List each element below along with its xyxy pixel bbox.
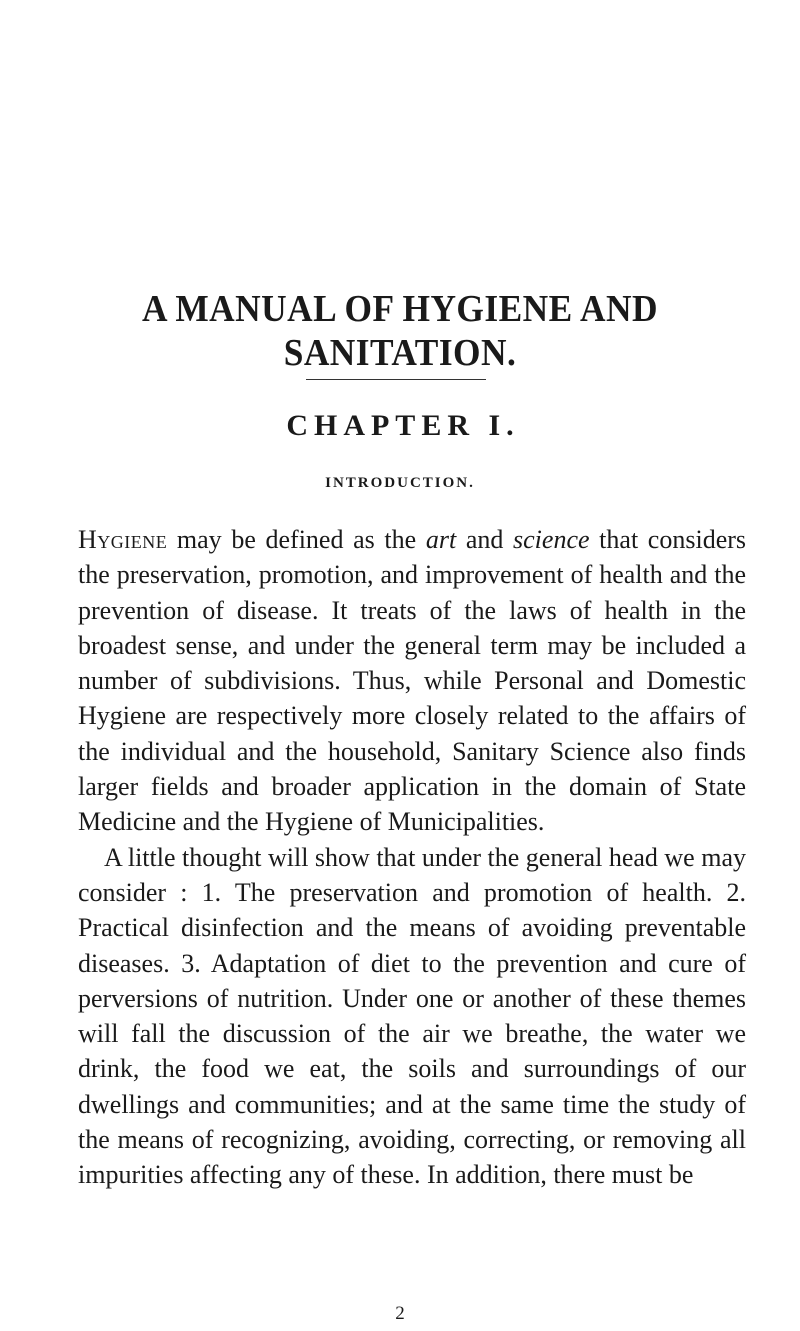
emphasis-art: art <box>425 525 457 554</box>
chapter-heading: CHAPTER I. <box>286 409 520 442</box>
paragraph-1-text-b: and <box>456 525 514 554</box>
paragraph-1 <box>78 522 746 840</box>
paragraph-lead-word: Hygiene <box>78 525 168 554</box>
page-number: 2 <box>395 1303 405 1324</box>
paragraph-1-text-c: that considers the preservation, promotion, and improvement of health and the prevention of disease. It treats of the laws of health in the broadest sense, and under the general term may be included a number of subdivisions. Thus, while Personal and Domestic Hygiene are respectively more closely related to the affairs of the individual and the household, Sanitary Science also finds larger fields and broader application in the domain of State Medicine and the Hygiene of Municipalities. <box>78 525 747 837</box>
title-divider <box>306 379 486 380</box>
book-title: A MANUAL OF HYGIENE AND SANITATION. <box>142 288 658 374</box>
body-text <box>78 522 746 1193</box>
section-heading: INTRODUCTION. <box>325 475 475 491</box>
emphasis-science: science <box>513 525 590 554</box>
paragraph-1-text-a: may be defined as the <box>167 525 426 554</box>
paragraph-2: A little thought will show that under the general head we may consider : 1. The preservation and promotion of health. 2. Practical disinfection and the means of avoiding preventable diseases. 3. Adaptation of diet to the prevention and cure of perversions of nutrition. Under one or another of these themes will fall the discussion of the air we breathe, the water we drink, the food we eat, the soils and surroundings of our dwellings and communities; and at the same time the study of the means of recognizing, avoiding, correcting, or removing all impurities affecting any of these. In addition, there must be <box>78 842 746 1190</box>
